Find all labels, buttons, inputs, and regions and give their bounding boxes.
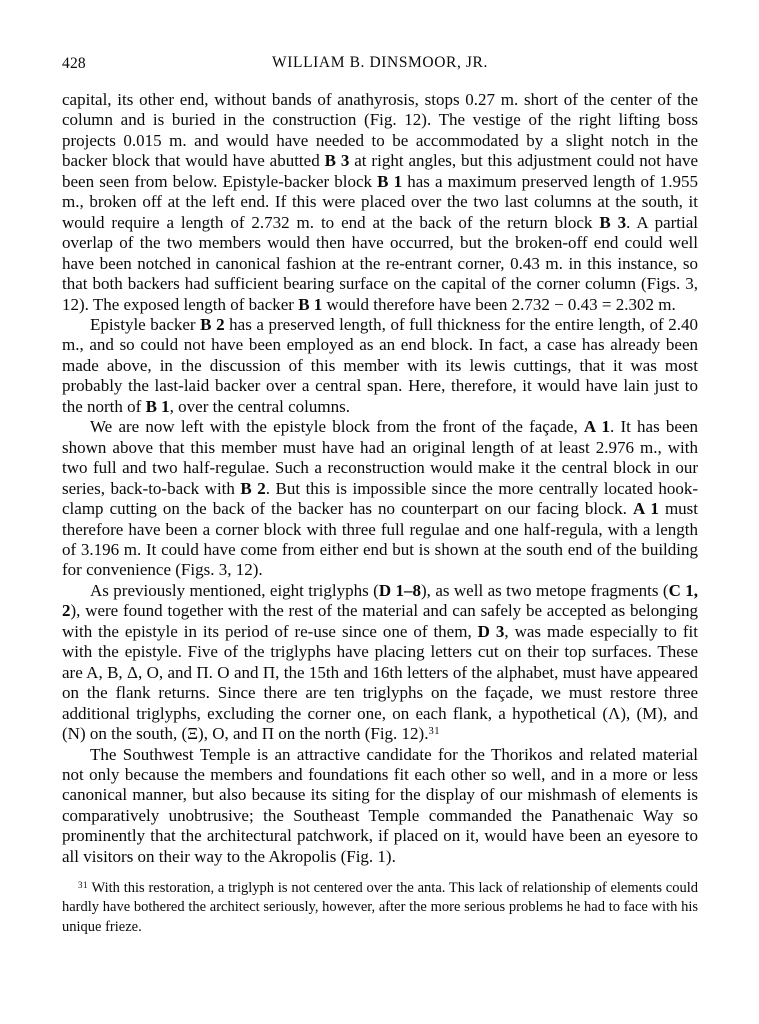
body-text	[62, 90, 698, 867]
footnote-reference: 31	[428, 725, 440, 737]
paragraph	[62, 417, 698, 581]
text-run: Epistyle backer	[90, 314, 201, 334]
paragraph	[62, 581, 698, 745]
block-label: A 1	[583, 417, 610, 437]
text-run: As previously mentioned, eight triglyphs (	[90, 580, 379, 600]
block-label: A 1	[632, 499, 659, 519]
text-run: . But this is impossible since the more centrally located hook-clamp cutting on the back of the backer has no counterpart on our facing block.	[62, 478, 698, 519]
block-label: B 2	[240, 478, 266, 498]
block-label: B 3	[599, 212, 627, 232]
block-label: B 1	[145, 396, 170, 416]
footnote-paragraph	[62, 879, 698, 937]
text-run: would therefore have been 2.732 − 0.43 = 2.302 m.	[322, 294, 676, 314]
text-run: at right angles, but this adjustment could not have been seen from below. Epistyle-backer block	[62, 151, 699, 191]
text-run: must therefore have been a corner block with three full regulae and one half-regula, with a length of 3.196 m. It could have come from either end but is shown at the south end of the building for convenience (Figs. 3, 12).	[62, 499, 699, 580]
text-run: With this restoration, a triglyph is not centered over the anta. This lack of relationship of elements could hardly have bothered the architect seriously, however, after the more serious problems he had to face with his unique frieze.	[62, 880, 698, 935]
paragraph	[62, 745, 698, 868]
text-run: The Southwest Temple is an attractive candidate for the Thorikos and related material not only because the members and foundations fit each other so well, and in a more or less canonical manner, but also because its siting for the display of our mishmash of elements is comparatively unobtrusive; the Southeast Temple commanded the Panathenaic Way so prominently that the architectural patchwork, if placed on it, would have been an eyesore to all visitors on their way to the Akropolis (Fig. 1).	[62, 744, 698, 866]
text-run: . A partial overlap of the two members would then have occurred, but the broken-off end could well have been notched in canonical fashion at the re-entrant corner, 0.43 m. in this instance, so that both backers had sufficient bearing surface on the capital of the corner column (Figs. 3, 12). The exposed length of backer	[62, 212, 699, 314]
text-run: capital, its other end, without bands of anathyrosis, stops 0.27 m. short of the center of the column and is buried in the construction (Fig. 12). The vestige of the right lifting boss projects 0.015 m. and would have needed to be accommodated by a slight notch in the backer block that would have abutted	[62, 90, 698, 171]
text-run: , over the central columns.	[169, 396, 350, 416]
text-run: , was made especially to fit with the epistyle. Five of the triglyphs have placing letters cut on their top surfaces. These are A, B, Δ, O, and Π. O and Π, the 15th and 16th letters of the alphabet, must have appeared on the flank returns. Since there are ten triglyphs on the façade, we must restore three additional triglyphs, excluding the corner one, on each flank, a hypothetical (Λ), (M), and (N) on the south, (Ξ), O, and Π on the north (Fig. 12).	[62, 621, 698, 744]
block-label: B 1	[377, 171, 403, 191]
footnote-reference: 31	[78, 879, 88, 890]
text-run: has a preserved length, of full thickness for the entire length, of 2.40 m., and so could not have been employed as an end block. In fact, a case has already been made above, in the discussion of this member with its lewis cuttings, that it was most probably the last-laid backer over a central span. Here, therefore, it would have lain just to the north of	[62, 314, 698, 416]
block-label: B 3	[324, 151, 350, 171]
text-run: has a maximum preserved length of 1.955 m., broken off at the left end. If this were placed over the two last columns at the south, it would require a length of 2.732 m. to end at the back of the return block	[62, 171, 698, 232]
block-label: C 1, 2	[62, 580, 698, 621]
block-label: D 1–8	[378, 580, 422, 600]
page-number: 428	[62, 55, 86, 72]
block-label: B 1	[298, 294, 323, 314]
text-run: . It has been shown above that this member must have had an original length of at least 2.976 m., with two full and two half-regulae. Such a reconstruction would make it the central block in our series, back-to-back with	[62, 417, 699, 498]
paragraph	[62, 315, 698, 417]
paragraph	[62, 90, 698, 315]
footnote	[62, 879, 698, 937]
text-run: ), as well as two metope fragments (	[421, 580, 669, 600]
text-run: ), were found together with the rest of the material and can safely be accepted as belonging with the epistyle in its period of re-use since one of them,	[62, 601, 698, 641]
block-label: B 2	[200, 314, 225, 334]
running-head: WILLIAM B. DINSMOOR, JR.	[272, 54, 488, 71]
block-label: D 3	[477, 621, 505, 641]
text-run: We are now left with the epistyle block from the front of the façade,	[90, 417, 584, 437]
page-header	[62, 54, 698, 74]
